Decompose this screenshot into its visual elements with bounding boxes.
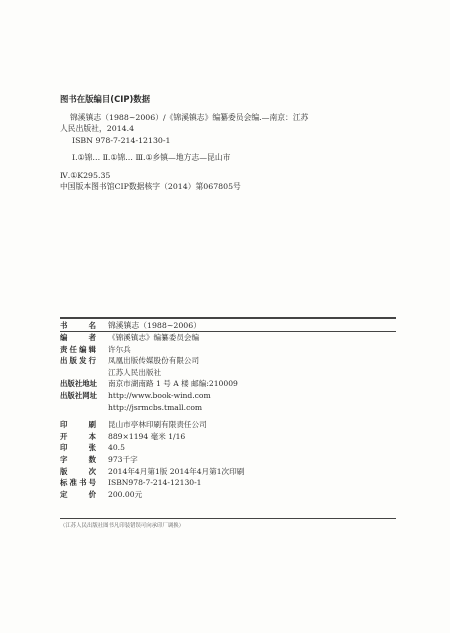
book-name-label: 书 名 <box>60 321 96 330</box>
cip-line-classification: Ⅳ.①K295.35 <box>60 170 111 180</box>
cip-line-publisher: 人民出版社，2014.4 <box>60 124 135 133</box>
imprint-row <box>60 420 396 431</box>
imprint-label: 出 版 发 行 <box>60 356 96 366</box>
imprint-value: ISBN978-7-214-12130-1 <box>108 478 202 488</box>
imprint-label: 编 者 <box>60 333 96 342</box>
imprint-row <box>60 490 396 501</box>
imprint-row <box>60 356 396 367</box>
imprint-value: 200.00元 <box>108 489 143 499</box>
imprint-row <box>60 403 396 414</box>
imprint-row <box>60 455 396 466</box>
imprint-value: 江苏人民出版社 <box>108 367 162 377</box>
bottom-rule <box>60 518 396 519</box>
imprint-value: 40.5 <box>108 443 125 453</box>
imprint-label: 责 任 编 辑 <box>60 344 96 354</box>
imprint-label: 版 次 <box>60 466 96 476</box>
imprint-label: 开 本 <box>60 431 96 441</box>
imprint-label: 印 刷 <box>60 420 96 430</box>
imprint-row <box>60 467 396 478</box>
imprint-row <box>60 391 396 402</box>
imprint-value: http://jsrmcbs.tmall.com <box>108 402 203 412</box>
book-name-row <box>60 320 396 331</box>
cip-line-title: 锦溪镇志（1988~2006）/《锦溪镇志》编纂委员会编.—南京：江苏 <box>70 112 309 122</box>
imprint-value: 973千字 <box>108 454 138 464</box>
imprint-value: http://www.book-wind.com <box>108 390 211 400</box>
imprint-label: 标 准 书 号 <box>60 478 96 488</box>
imprint-row <box>60 368 396 379</box>
cip-line-approval-number: 中国版本图书馆CIP数据核字（2014）第067805号 <box>60 182 241 191</box>
imprint-row <box>60 478 396 489</box>
imprint-table <box>60 332 396 500</box>
imprint-value: 2014年4月第1版 2014年4月第1次印刷 <box>108 466 245 476</box>
imprint-row <box>60 432 396 443</box>
imprint-value: 凤凰出版传媒股份有限公司 <box>108 356 200 366</box>
imprint-value: 南京市湖南路 1 号 A 楼 邮编:210009 <box>108 379 238 389</box>
cip-line-subjects: Ⅰ.①锦… Ⅱ.①锦… Ⅲ.①乡镇—地方志—昆山市 <box>72 153 231 162</box>
imprint-label: 出 版 社 网 址 <box>60 390 98 400</box>
imprint-label: 定 价 <box>60 489 96 499</box>
imprint-row <box>60 379 396 390</box>
top-rule <box>60 317 396 319</box>
imprint-value: 889×1194 毫米 1/16 <box>108 431 186 441</box>
imprint-row <box>60 345 396 356</box>
imprint-row <box>60 443 396 454</box>
imprint-value: 《锦溪镇志》编纂委员会编 <box>108 333 200 342</box>
imprint-label: 字 数 <box>60 454 96 464</box>
imprint-value: 昆山市亭林印刷有限责任公司 <box>108 420 207 430</box>
cip-block <box>60 94 390 193</box>
imprint-value: 许尔兵 <box>108 344 131 354</box>
imprint-spacer <box>60 413 396 419</box>
footer-note: （江苏人民出版社图书凡印装错误可向承印厂调换） <box>60 523 184 529</box>
imprint-label: 出 版 社 地 址 <box>60 379 98 389</box>
book-name-value: 锦溪镇志（1988~2006） <box>108 321 201 330</box>
cip-heading: 图书在版编目(CIP)数据 <box>60 94 151 104</box>
cip-line-isbn: ISBN 978-7-214-12130-1 <box>72 135 171 145</box>
imprint-label: 印 张 <box>60 443 96 453</box>
imprint-row <box>60 333 396 344</box>
